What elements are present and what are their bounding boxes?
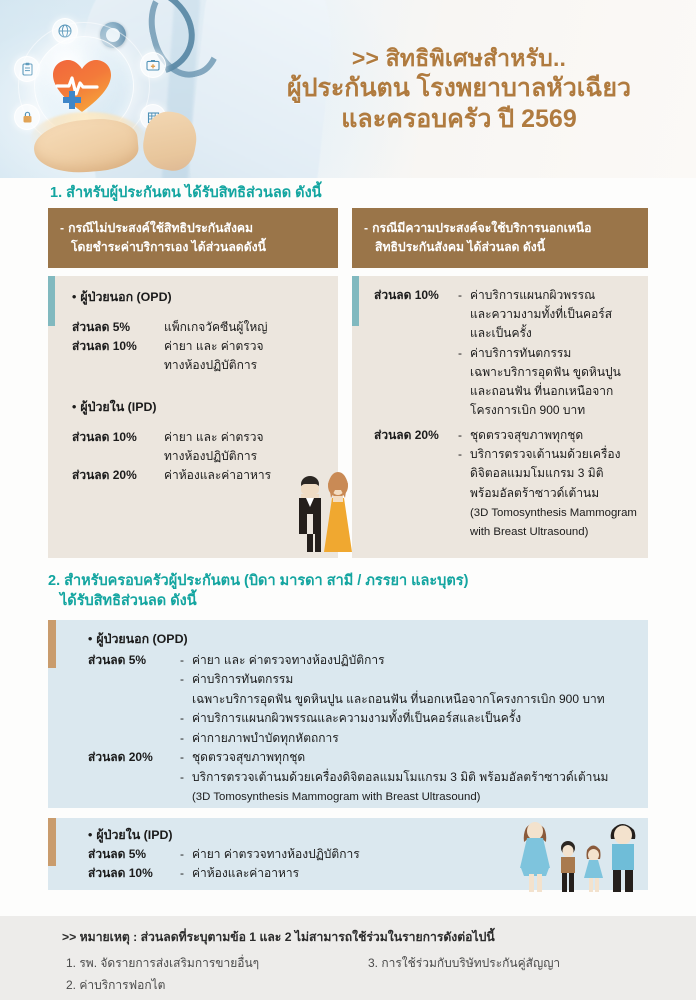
hero-banner — [0, 0, 696, 178]
ipd-extra-line: ทางห้องปฏิบัติการ — [164, 449, 258, 464]
dash-marker: - — [180, 672, 184, 687]
dash-marker: - — [458, 447, 462, 462]
discount-label: ส่วนลด 20% — [72, 468, 137, 483]
discount-label: ส่วนลด 5% — [72, 320, 131, 334]
item-line: ชุดตรวจสุขภาพทุกชุด — [192, 750, 306, 765]
section-2-heading — [48, 572, 468, 611]
section-1-heading: 1. สำหรับผู้ประกันตน ได้รับสิทธิส่วนลด ดังนี้ — [50, 185, 322, 201]
right-header-line2: สิทธิประกันสังคม ได้ส่วนลด ดังนี้ — [375, 239, 546, 254]
list-item — [180, 729, 636, 748]
ipd-discount-rows — [72, 428, 322, 486]
footer-note-item: 2. ค่าบริการฟอกไต — [66, 978, 166, 993]
section-1-left-header — [48, 208, 338, 268]
dash-marker: - — [458, 345, 462, 360]
item-line: ค่าบริการทันตกรรม — [192, 672, 294, 687]
section-2-opd-content — [88, 630, 636, 807]
list-item — [458, 445, 640, 541]
panel-accent-bar — [48, 818, 56, 866]
ipd-title-text: ผู้ป่วยใน (IPD) — [80, 400, 157, 414]
opd-block-title — [72, 288, 172, 307]
item-line-english: with Breast Ultrasound) — [470, 526, 589, 538]
table-row — [88, 748, 636, 806]
hero-title-line3: และครอบครัว ปี 2569 — [341, 105, 577, 134]
list-item — [180, 768, 636, 807]
item-line-english: (3D Tomosynthesis Mammogram — [470, 506, 637, 519]
left-header-line1: กรณีไม่ประสงค์ใช้สิทธิประกันสังคม — [68, 221, 254, 235]
right-header-line1: กรณีมีความประสงค์จะใช้บริการนอกเหนือ — [372, 221, 592, 235]
panel-accent-bar — [48, 620, 56, 668]
list-item — [458, 426, 640, 445]
dash-marker: - — [60, 221, 65, 235]
opd-title-text: ผู้ป่วยนอก (OPD) — [96, 632, 188, 646]
item-line: ค่าบริการแผนกผิวพรรณและความงามทั้งที่เป็นคอร์สและเป็นครั้ง — [192, 711, 522, 726]
item-line: และเป็นครั้ง — [470, 326, 532, 341]
opd-block-title — [88, 630, 636, 649]
left-header-line2: โดยชำระค่าบริการเอง ได้ส่วนลดดังนี้ — [71, 239, 266, 254]
dash-marker: - — [180, 653, 184, 667]
discount-label: ส่วนลด 20% — [88, 750, 153, 765]
table-row — [72, 466, 322, 485]
item-line: ค่ากายภาพบำบัดทุกหัตถการ — [192, 730, 339, 745]
discount-value: ค่ายา และ ค่าตรวจ — [164, 430, 264, 444]
right-discount-group-10 — [374, 286, 640, 420]
bullet-icon: • — [88, 828, 93, 842]
footer-note-title: >> หมายเหตุ : ส่วนลดที่ระบุตามข้อ 1 และ 2 ไม่สามารถใช้ร่วมในรายการดังต่อไปนี้ — [62, 930, 495, 944]
table-row — [88, 651, 636, 748]
footer-notes — [0, 916, 696, 1000]
dash-marker: - — [458, 288, 462, 302]
footer-note-column-1 — [66, 952, 259, 996]
item-line: และความงามทั้งที่เป็นคอร์ส — [470, 307, 613, 322]
discount-value: ค่าห้องและค่าอาหาร — [164, 468, 272, 483]
item-line: ดิจิตอลแมมโมแกรม 3 มิติ — [470, 466, 604, 481]
hero-title-line2: ผู้ประกันตน โรงพยาบาลหัวเฉียว — [286, 73, 632, 102]
item-line: ชุดตรวจสุขภาพทุกชุด — [470, 428, 584, 442]
right-discount-group-20 — [374, 426, 640, 541]
opd-title-text: ผู้ป่วยนอก (OPD) — [80, 290, 172, 304]
discount-label: ส่วนลด 5% — [88, 847, 147, 861]
section-2-heading-line1: 2. สำหรับครอบครัวผู้ประกันตน (บิดา มารดา สามี / ภรรยา และบุตร) — [48, 573, 469, 589]
family-illustration — [508, 818, 656, 896]
table-row — [72, 337, 322, 356]
item-line: เฉพาะบริการอุดฟัน ขูดหินปูน — [470, 364, 621, 379]
dash-marker: - — [180, 866, 184, 881]
discount-items — [180, 651, 636, 748]
discount-label: ส่วนลด 10% — [374, 288, 439, 302]
hero-title — [244, 44, 674, 136]
dash-marker: - — [180, 750, 184, 765]
dash-marker: - — [180, 711, 184, 726]
heart-ecg-icon — [51, 57, 113, 115]
panel-accent-bar — [352, 276, 359, 326]
discount-items — [458, 286, 640, 420]
item-line: ค่าบริการแผนกผิวพรรณ — [470, 288, 596, 302]
dash-marker: - — [458, 428, 462, 442]
discount-label: ส่วนลด 10% — [88, 866, 153, 881]
footer-note-item: 1. รพ. จัดรายการส่งเสริมการขายอื่นๆ — [66, 956, 260, 970]
list-item — [458, 286, 640, 344]
item-line: โครงการเบิก 900 บาท — [470, 403, 586, 418]
dash-marker: - — [364, 221, 369, 235]
section-2-heading-line2: ได้รับสิทธิส่วนลด ดังนี้ — [60, 592, 197, 609]
bullet-icon: • — [72, 290, 77, 304]
discount-label: ส่วนลด 10% — [72, 339, 137, 354]
item-line: บริการตรวจเต้านมด้วยเครื่องดิจิตอลแมมโมแกรม 3 มิติ พร้อมอัลตร้าซาวด์เต้านม — [192, 769, 609, 784]
footer-note-column-2 — [368, 952, 560, 974]
item-line: ค่ายา ค่าตรวจทางห้องปฏิบัติการ — [192, 847, 360, 861]
list-item — [180, 670, 636, 709]
item-line: พร้อมอัลตร้าซาวด์เต้านม — [470, 485, 600, 500]
panel-accent-bar — [48, 276, 55, 326]
discount-value: แพ็กเกจวัคซีนผู้ใหญ่ — [164, 320, 268, 334]
hero-title-line1: >> สิทธิพิเศษสำหรับ.. — [351, 45, 567, 71]
item-line: ค่าห้องและค่าอาหาร — [192, 866, 300, 881]
ipd-title-text: ผู้ป่วยใน (IPD) — [96, 828, 173, 842]
item-line: และถอนฟัน ที่นอกเหนือจาก — [470, 383, 614, 398]
section-1-right-header — [352, 208, 648, 268]
opd-extra-line: ทางห้องปฏิบัติการ — [164, 358, 258, 373]
list-item — [180, 651, 636, 670]
list-item — [180, 748, 636, 767]
opd-discount-rows — [72, 318, 322, 376]
list-item — [180, 709, 636, 728]
bullet-icon: • — [88, 632, 93, 646]
first-aid-kit-icon — [140, 52, 166, 78]
item-line: เฉพาะบริการอุดฟัน ขูดหินปูน และถอนฟัน ที่นอกเหนือจากโครงการเบิก 900 บาท — [192, 691, 605, 706]
item-line: ค่าบริการทันตกรรม — [470, 345, 572, 360]
discount-label: ส่วนลด 10% — [72, 430, 137, 444]
item-line-english: (3D Tomosynthesis Mammogram with Breast Ultrasound) — [192, 791, 481, 804]
discount-label: ส่วนลด 20% — [374, 428, 439, 442]
table-row — [72, 428, 322, 447]
dash-marker: - — [180, 769, 184, 784]
section-1-right-panel — [352, 276, 648, 558]
item-line: บริการตรวจเต้านมด้วยเครื่อง — [470, 447, 621, 462]
dash-marker: - — [180, 847, 184, 861]
discount-label: ส่วนลด 5% — [88, 653, 147, 667]
discount-value: ค่ายา และ ค่าตรวจ — [164, 339, 264, 354]
ipd-block-title — [72, 398, 157, 417]
item-line: ค่ายา และ ค่าตรวจทางห้องปฏิบัติการ — [192, 653, 385, 667]
section-2-opd-panel — [48, 620, 648, 808]
list-item — [458, 344, 640, 421]
discount-items — [458, 426, 640, 541]
bullet-icon: • — [72, 400, 77, 414]
couple-illustration — [292, 472, 356, 556]
dash-marker: - — [180, 730, 184, 745]
discount-items — [180, 748, 636, 806]
footer-note-item: 3. การใช้ร่วมกับบริษัทประกันคู่สัญญา — [368, 956, 561, 970]
table-row — [72, 318, 322, 337]
